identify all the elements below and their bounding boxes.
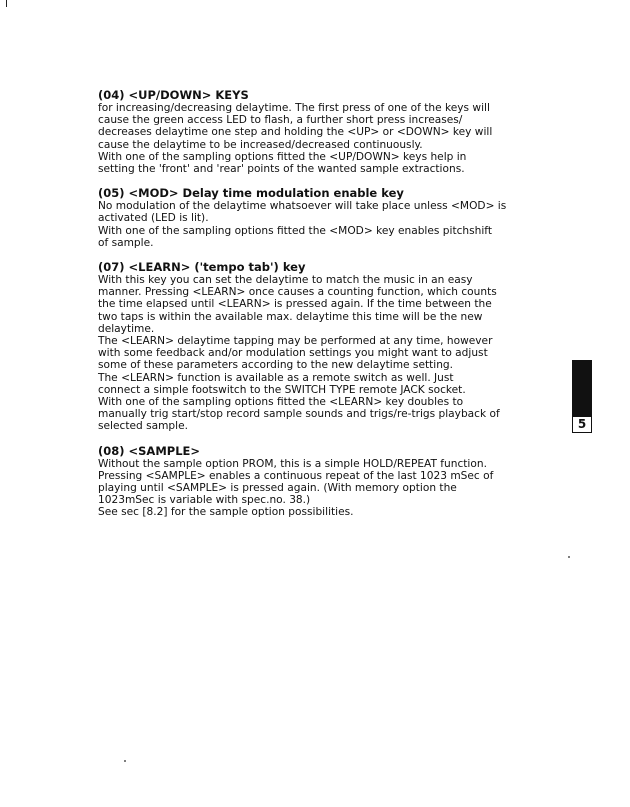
body-line: of sample. [98, 236, 154, 249]
scan-speck [124, 760, 126, 762]
section-heading: (04) <UP/DOWN> KEYS [98, 88, 249, 102]
body-line: manually trig start/stop record sample sounds and trigs/re-trigs playback of [98, 408, 500, 421]
section-up-down-keys [98, 88, 536, 175]
page-content [98, 88, 536, 530]
body-line: decreases delaytime one step and holding the <UP> or <DOWN> key will [98, 126, 493, 139]
section-tab-number: 5 [572, 416, 592, 433]
section-body [98, 274, 536, 433]
section-body [98, 458, 536, 519]
scan-speck [568, 556, 570, 558]
body-line: With one of the sampling options fitted the <UP/DOWN> keys help in [98, 150, 467, 163]
body-line: setting the 'front' and 'rear' points of the wanted sample extractions. [98, 163, 465, 176]
section-heading: (07) <LEARN> ('tempo tab') key [98, 260, 306, 275]
body-line: some of these parameters according to the new delaytime setting. [98, 359, 454, 372]
body-line: with some feedback and/or modulation settings you might want to adjust [98, 347, 488, 360]
body-line: The <LEARN> function is available as a remote switch as well. Just [98, 371, 454, 384]
body-line: See sec [8.2] for the sample option possibilities. [98, 506, 354, 519]
body-line: connect a simple footswitch to the SWITCH TYPE remote JACK socket. [98, 383, 466, 396]
body-line: cause the delaytime to be increased/decreased continuously. [98, 138, 423, 151]
section-sample-key [98, 444, 536, 519]
body-line: two taps is within the available max. delaytime this time will be the new [98, 310, 483, 323]
body-line: With this key you can set the delaytime to match the music in an easy [98, 274, 473, 287]
body-line: delaytime. [98, 322, 155, 335]
body-line: The <LEARN> delaytime tapping may be performed at any time, however [98, 335, 493, 348]
body-line: manner. Pressing <LEARN> once causes a counting function, which counts [98, 286, 497, 299]
section-heading: (08) <SAMPLE> [98, 443, 201, 458]
section-tab-marker [572, 360, 592, 416]
body-line: With one of the sampling options fitted the <MOD> key enables pitchshift [98, 224, 493, 237]
body-line: the time elapsed until <LEARN> is pressed again. If the time between the [98, 298, 492, 311]
section-heading: (05) <MOD> Delay time modulation enable key [98, 186, 404, 201]
body-line: Without the sample option PROM, this is a simple HOLD/REPEAT function. [98, 457, 487, 470]
section-body [98, 200, 536, 249]
body-line: No modulation of the delaytime whatsoever will take place unless <MOD> is [98, 200, 507, 213]
section-learn-key [98, 260, 536, 433]
body-line: With one of the sampling options fitted the <LEARN> key doubles to [98, 396, 464, 409]
body-line: cause the green access LED to flash, a further short press increases/ [98, 114, 463, 127]
body-line: playing until <SAMPLE> is pressed again. (With memory option the [98, 482, 457, 495]
corner-mark [6, 0, 7, 7]
body-line: for increasing/decreasing delaytime. The first press of one of the keys will [98, 102, 490, 114]
body-line: selected sample. [98, 420, 188, 433]
section-body [98, 102, 536, 175]
body-line: activated (LED is lit). [98, 212, 209, 225]
body-line: Pressing <SAMPLE> enables a continuous repeat of the last 1023 mSec of [98, 469, 494, 482]
body-line: 1023mSec is variable with spec.no. 38.) [98, 494, 311, 507]
section-mod-key [98, 186, 536, 249]
